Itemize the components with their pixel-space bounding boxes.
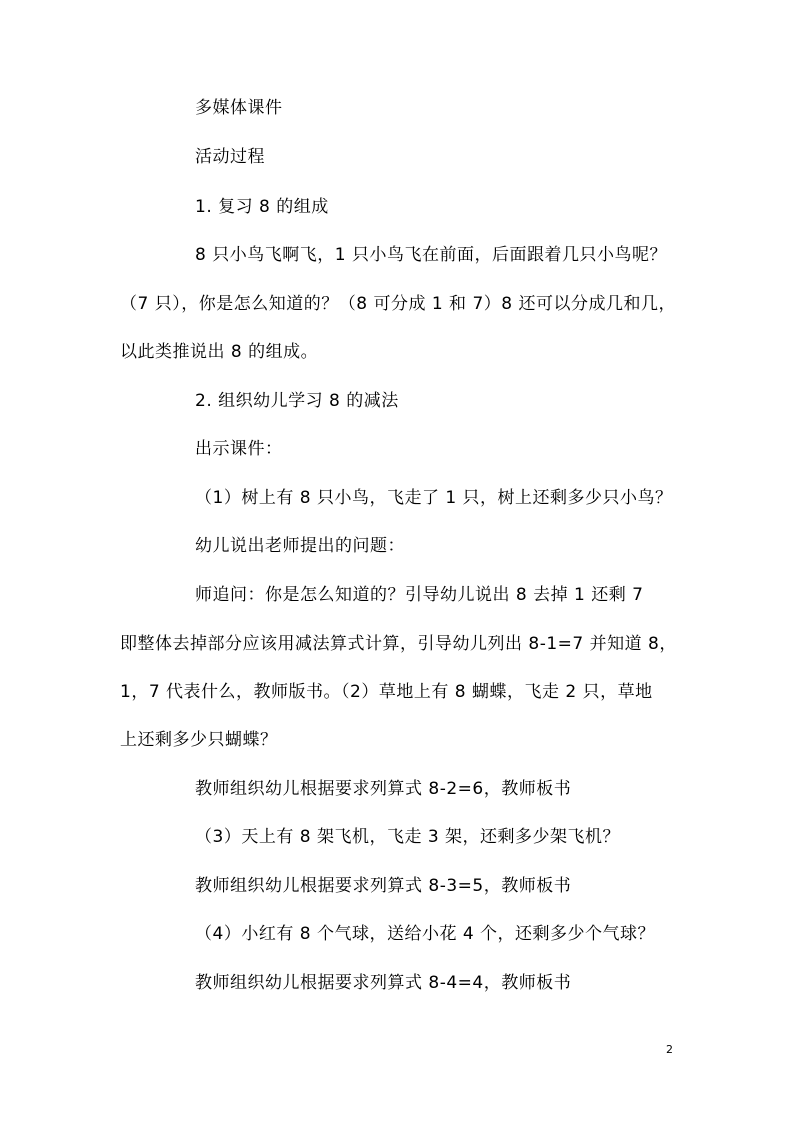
text-line: 教师组织幼儿根据要求列算式 8-4=4，教师板书	[195, 973, 572, 993]
text-line: （7 只），你是怎么知道的？（8 可分成 1 和 7）8 还可以分成几和几，	[120, 294, 677, 314]
text-line: 活动过程	[195, 147, 265, 167]
text-line: （3）天上有 8 架飞机，飞走 3 架，还剩多少架飞机？	[195, 827, 621, 847]
text-line: （1）树上有 8 只小鸟，飞走了 1 只，树上还剩多少只小鸟？	[195, 488, 673, 508]
page-number: 2	[666, 1043, 673, 1056]
text-line: 上还剩多少只蝴蝶？	[120, 730, 278, 750]
text-line: 1，7 代表什么，教师版书。（2）草地上有 8 蝴蝶，飞走 2 只，草地	[120, 682, 653, 702]
text-line: （4）小红有 8 个气球，送给小花 4 个，还剩多少个气球？	[195, 924, 656, 944]
text-line: 2. 组织幼儿学习 8 的减法	[195, 391, 399, 411]
text-line: 教师组织幼儿根据要求列算式 8-2=6，教师板书	[195, 779, 572, 799]
text-line: 幼儿说出老师提出的问题：	[195, 536, 405, 556]
text-line: 以此类推说出 8 的组成。	[120, 342, 319, 362]
text-line: 1. 复习 8 的组成	[195, 197, 329, 217]
text-line: 8 只小鸟飞啊飞，1 只小鸟飞在前面，后面跟着几只小鸟呢？	[195, 245, 667, 265]
text-line: 教师组织幼儿根据要求列算式 8-3=5，教师板书	[195, 876, 572, 896]
text-line: 即整体去掉部分应该用减法算式计算，引导幼儿列出 8-1=7 并知道 8，	[120, 634, 677, 654]
text-line: 多媒体课件	[195, 98, 283, 118]
text-line: 出示课件：	[195, 439, 283, 459]
text-line: 师追问：你是怎么知道的？引导幼儿说出 8 去掉 1 还剩 7	[195, 585, 644, 605]
